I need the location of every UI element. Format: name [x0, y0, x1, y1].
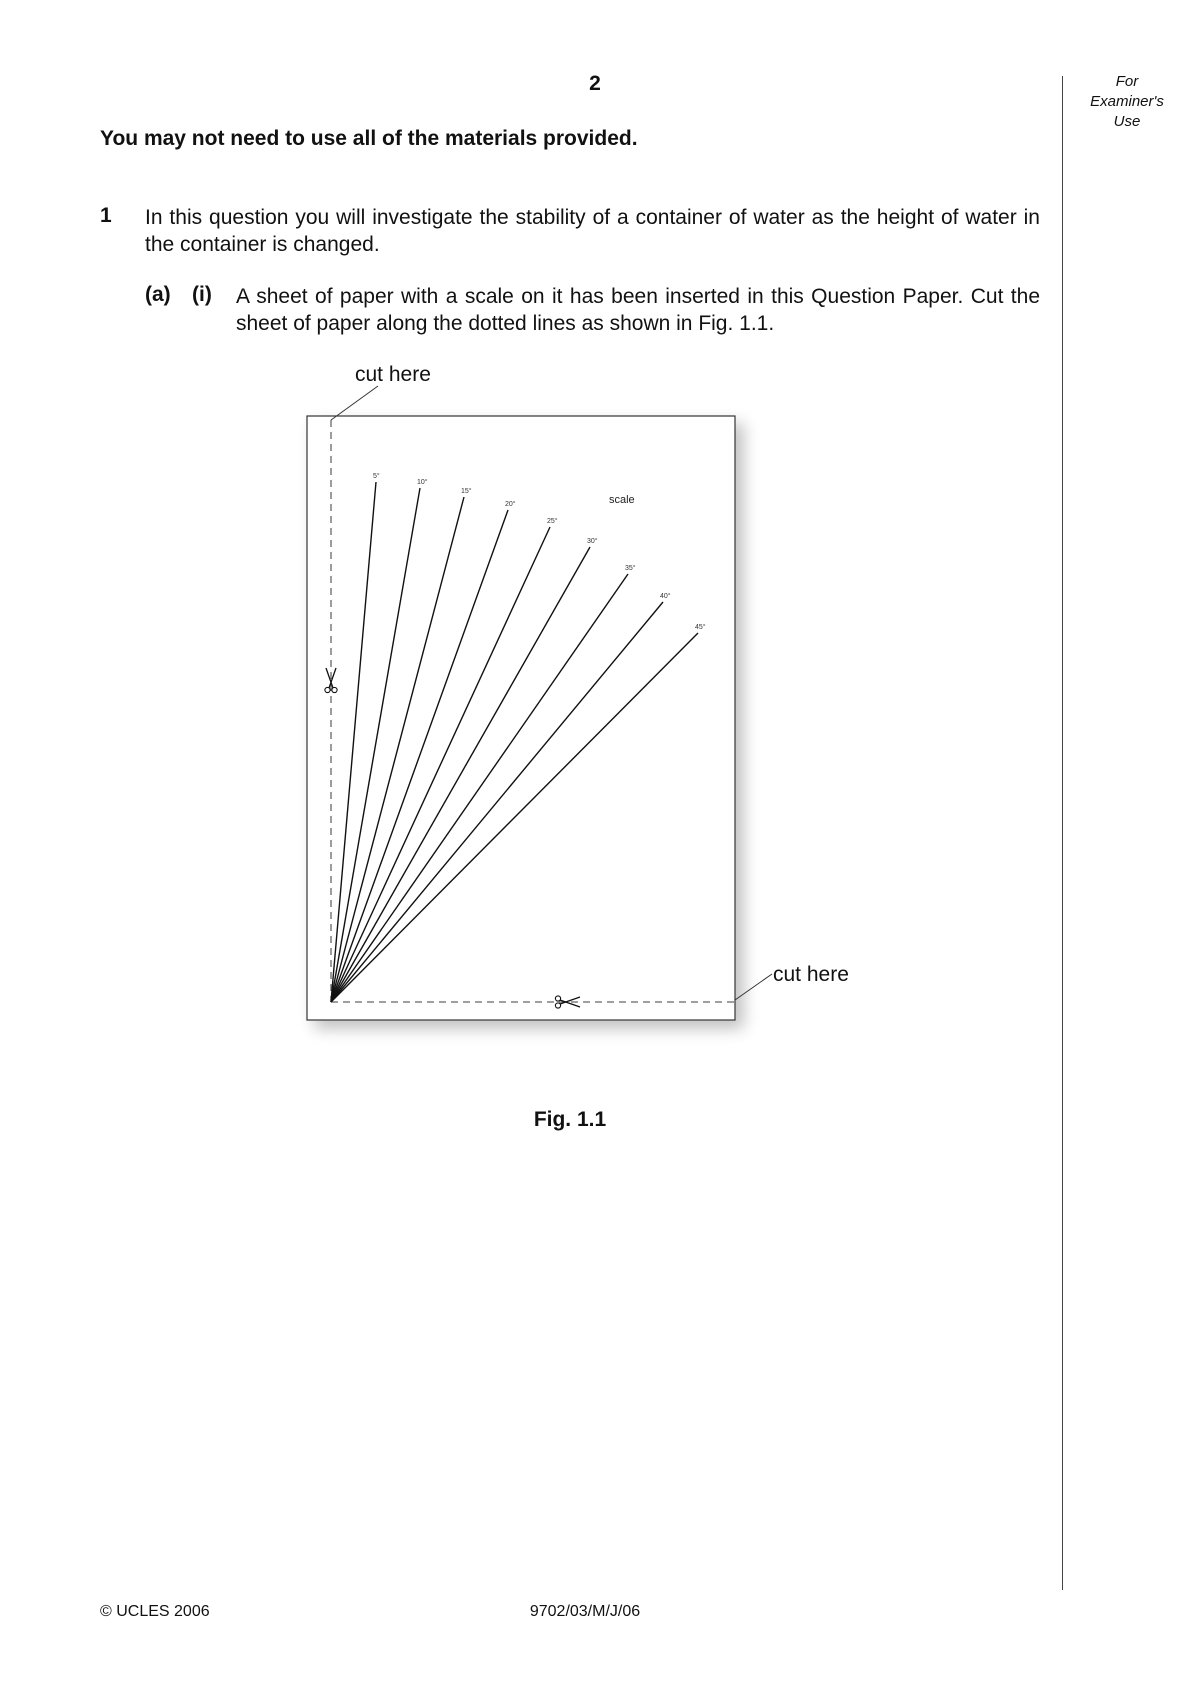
cut-here-label-right: cut here: [773, 963, 849, 986]
cut-leader-right: [735, 974, 772, 1000]
cut-leader-top: [331, 386, 378, 420]
scale-sheet: [307, 416, 735, 1020]
part-text: A sheet of paper with a scale on it has been inserted in this Question Paper. Cut the sheet of paper along the dotted lines as shown in Fig. 1.1.: [236, 285, 1040, 335]
angle-label: 20°: [505, 501, 516, 508]
question-text: In this question you will investigate the stability of a container of water as the height of water in the container is changed.: [145, 206, 1040, 256]
footer-paper-code: 9702/03/M/J/06: [529, 1603, 641, 1620]
footer-copyright: © UCLES 2006: [100, 1603, 210, 1620]
figure-caption: Fig. 1.1: [533, 1108, 607, 1131]
angle-label: 45°: [695, 624, 706, 631]
angle-label: 25°: [547, 518, 558, 525]
angle-label: 5°: [373, 473, 380, 480]
angle-label: 40°: [660, 593, 671, 600]
examiner-use-label-line3: Use: [1113, 113, 1141, 130]
examiner-use-label-line1: For: [1115, 73, 1139, 90]
angle-label: 30°: [587, 538, 598, 545]
instruction-text: You may not need to use all of the materials provided.: [100, 127, 638, 150]
question-number: 1: [100, 204, 112, 227]
angle-label: 10°: [417, 479, 428, 486]
angle-label: 15°: [461, 488, 472, 495]
angle-label: 35°: [625, 565, 636, 572]
sub-part-label: (i): [192, 283, 212, 306]
page-number: 2: [589, 72, 601, 95]
scale-label: scale: [609, 494, 635, 506]
part-label: (a): [145, 283, 171, 306]
cut-here-label-top: cut here: [355, 363, 431, 386]
examiner-use-label-line2: Examiner's: [1090, 93, 1164, 110]
